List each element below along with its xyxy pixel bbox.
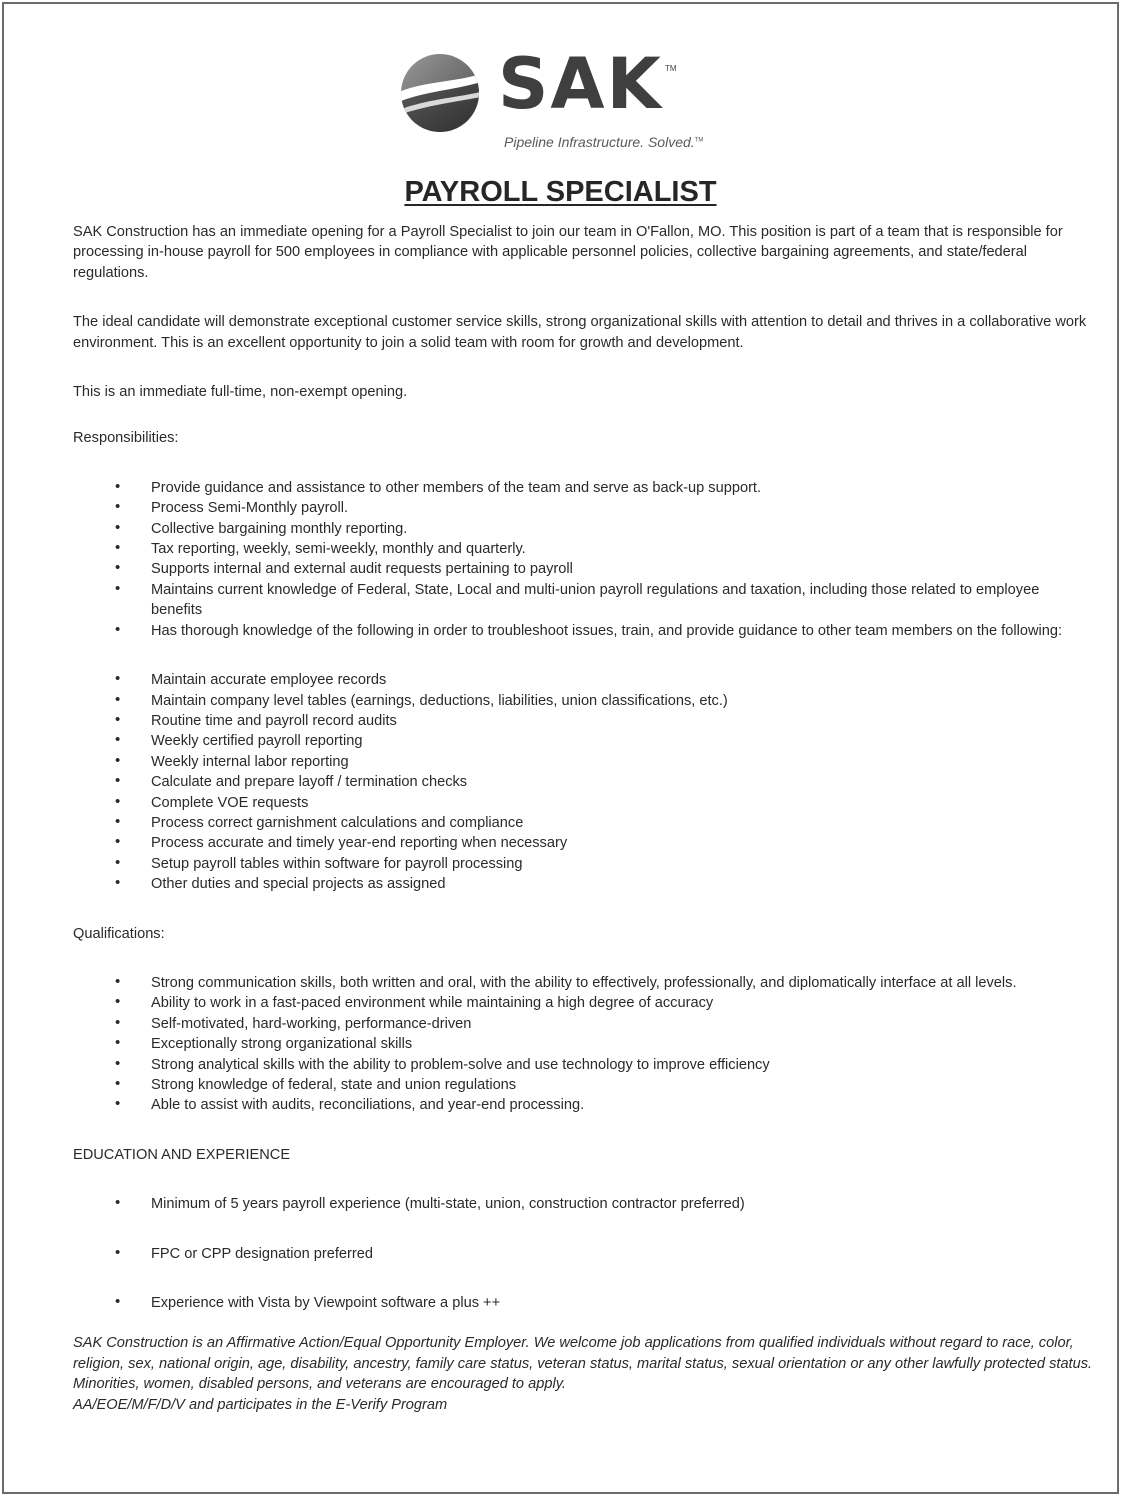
globe-logo-icon	[399, 52, 481, 134]
education-list	[73, 1194, 1093, 1313]
logo-wordmark: SAK	[498, 43, 663, 125]
page-title: PAYROLL SPECIALIST	[404, 176, 717, 208]
list-item: • Ability to work in a fast-paced environment while maintaining a high degree of accuracy	[73, 993, 1093, 1013]
list-item: • Calculate and prepare layoff / termination checks	[73, 772, 1093, 792]
intro-paragraph: SAK Construction has an immediate opening for a Payroll Specialist to join our team in O'Fallon, MO. This position is part of a team that is responsible for processing in-house payroll for 500 employees in compliance with applicable personnel policies, collective bargaining agreements, and state/federal regulations.	[73, 224, 1063, 281]
list-item: • Complete VOE requests	[73, 793, 1093, 813]
responsibilities-heading: Responsibilities:	[73, 430, 179, 447]
list-item: • Strong knowledge of federal, state and union regulations	[73, 1075, 1093, 1095]
logo-tagline-trademark: TM	[694, 137, 704, 144]
list-item: • Process accurate and timely year-end reporting when necessary	[73, 833, 1093, 853]
education-heading: EDUCATION AND EXPERIENCE	[73, 1146, 291, 1163]
list-item: • Process correct garnishment calculations and compliance	[73, 813, 1093, 833]
list-item: • Strong communication skills, both written and oral, with the ability to effectively, professionally, and diplomatically interface at all levels.	[73, 973, 1093, 993]
list-item: • Exceptionally strong organizational skills	[73, 1034, 1093, 1054]
job-posting-page	[2, 2, 1119, 1494]
list-item: • Able to assist with audits, reconciliations, and year-end processing.	[73, 1095, 1093, 1115]
list-item: • Supports internal and external audit requests pertaining to payroll	[73, 559, 1093, 579]
list-item: • Strong analytical skills with the ability to problem-solve and use technology to improve efficiency	[73, 1055, 1093, 1075]
intro-paragraph: The ideal candidate will demonstrate exceptional customer service skills, strong organizational skills with attention to detail and thrives in a collaborative work environment. This is an excellent opportunity to join a solid team with room for growth and development.	[73, 314, 1087, 351]
list-item: • Maintain accurate employee records	[73, 670, 1093, 690]
list-item: • Setup payroll tables within software for payroll processing	[73, 854, 1093, 874]
list-item: • Experience with Vista by Viewpoint software a plus ++	[73, 1293, 1093, 1313]
list-item: • FPC or CPP designation preferred	[73, 1244, 1093, 1264]
list-item: • Weekly internal labor reporting	[73, 752, 1093, 772]
list-item: • Weekly certified payroll reporting	[73, 731, 1093, 751]
logo-tagline-text: Pipeline Infrastructure. Solved.	[504, 134, 695, 150]
everify-statement: AA/EOE/M/F/D/V and participates in the E-Verify Program	[73, 1396, 448, 1413]
company-logo	[4, 4, 1117, 164]
list-item: • Self-motivated, hard-working, performance-driven	[73, 1014, 1093, 1034]
list-item: • Routine time and payroll record audits	[73, 711, 1093, 731]
list-item: • Collective bargaining monthly reporting.	[73, 519, 1093, 539]
logo-trademark: TM	[665, 64, 677, 73]
list-item: • Has thorough knowledge of the following in order to troubleshoot issues, train, and provide guidance to other team members on the following:	[73, 621, 1093, 641]
knowledge-list	[73, 670, 1093, 894]
qualifications-heading: Qualifications:	[73, 925, 165, 942]
responsibilities-list	[73, 478, 1093, 641]
qualifications-list	[73, 973, 1093, 1116]
list-item: • Provide guidance and assistance to other members of the team and serve as back-up support.	[73, 478, 1093, 498]
list-item: • Process Semi-Monthly payroll.	[73, 498, 1093, 518]
intro-paragraph: This is an immediate full-time, non-exempt opening.	[73, 384, 408, 401]
logo-tagline	[504, 134, 703, 150]
eeo-statement: SAK Construction is an Affirmative Action/Equal Opportunity Employer. We welcome job applications from qualified individuals without regard to race, color, religion, sex, national origin, age, disability, ancestry, family care status, veteran status, marital status, sexual orientation or any other lawfully protected status. Minorities, women, disabled persons, and veterans are encouraged to apply.	[73, 1335, 1093, 1393]
list-item: • Other duties and special projects as assigned	[73, 874, 1093, 894]
list-item: • Maintains current knowledge of Federal, State, Local and multi-union payroll regulations and taxation, including those related to employee benefits	[73, 580, 1093, 621]
list-item: • Tax reporting, weekly, semi-weekly, monthly and quarterly.	[73, 539, 1093, 559]
list-item: • Minimum of 5 years payroll experience (multi-state, union, construction contractor preferred)	[73, 1194, 1093, 1214]
posting-body	[73, 222, 1093, 1415]
list-item: • Maintain company level tables (earnings, deductions, liabilities, union classifications, etc.)	[73, 691, 1093, 711]
